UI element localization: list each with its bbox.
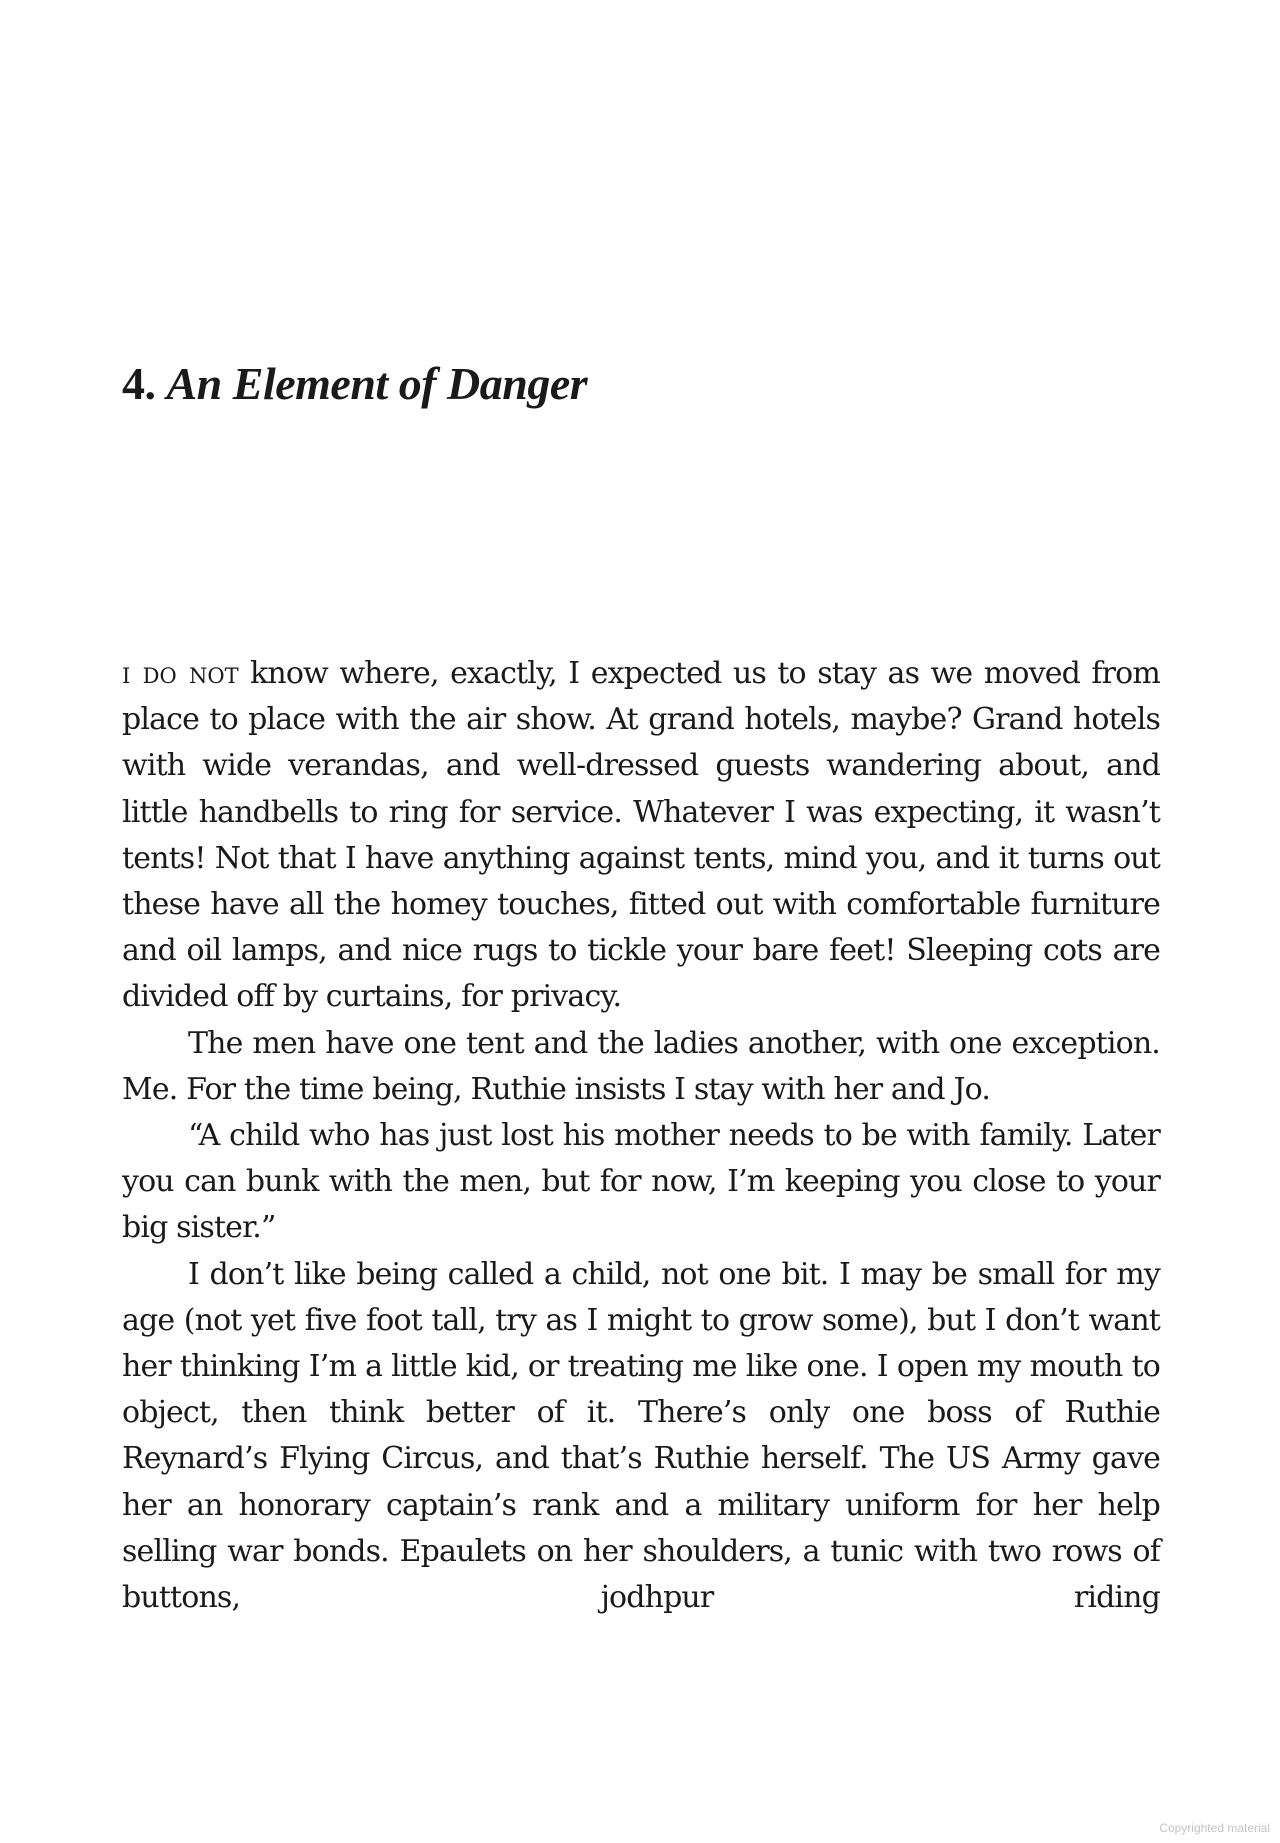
chapter-body [122,651,1160,1621]
paragraph-text: know where, exactly, I expected us to stay as we moved from place to place with the air show. At grand hotels, maybe? Grand hotels with wide verandas, and well-dressed guests wandering about, and little handbells to ring for service. Whatever I was expecting, it wasn’t tents! Not that I have anything against tents, mind you, and it turns out these have all the homey touches, fitted out with comfortable furniture and oil lamps, and nice rugs to tickle your bare feet! Sleeping cots are divided off by curtains, for privacy. [122,656,1160,1015]
paragraph-lead-smallcaps: i do not [122,656,239,691]
copyright-watermark: Copyrighted material [1159,1821,1270,1835]
paragraph-text: The men have one tent and the ladies another, with one exception. Me. For the time being, Ruthie insists I stay with her and Jo. [122,1025,1160,1107]
paragraph-text: I don’t like being called a child, not one bit. I may be small for my age (not yet five foot tall, try as I might to grow some), but I don’t want her thinking I’m a little kid, or treating me like one. I open my mouth to object, then think better of it. There’s only one boss of Ruthie Reynard’s Flying Circus, and that’s Ruthie herself. The US Army gave her an honorary captain’s rank and a military uniform for her help selling war bonds. Epaulets on her shoulders, a tunic with two rows of buttons, jodhpur riding [122,1256,1160,1616]
chapter-heading [122,356,587,412]
paragraph-text: “A child who has just lost his mother needs to be with family. Later you can bunk with the men, but for now, I’m keeping you close to your big sister.” [122,1118,1160,1246]
chapter-number: 4. [122,358,156,409]
paragraph [122,1113,1160,1252]
paragraph [122,1252,1160,1622]
paragraph [122,1021,1160,1113]
paragraph [122,651,1160,1021]
chapter-title: An Element of Danger [166,358,588,409]
